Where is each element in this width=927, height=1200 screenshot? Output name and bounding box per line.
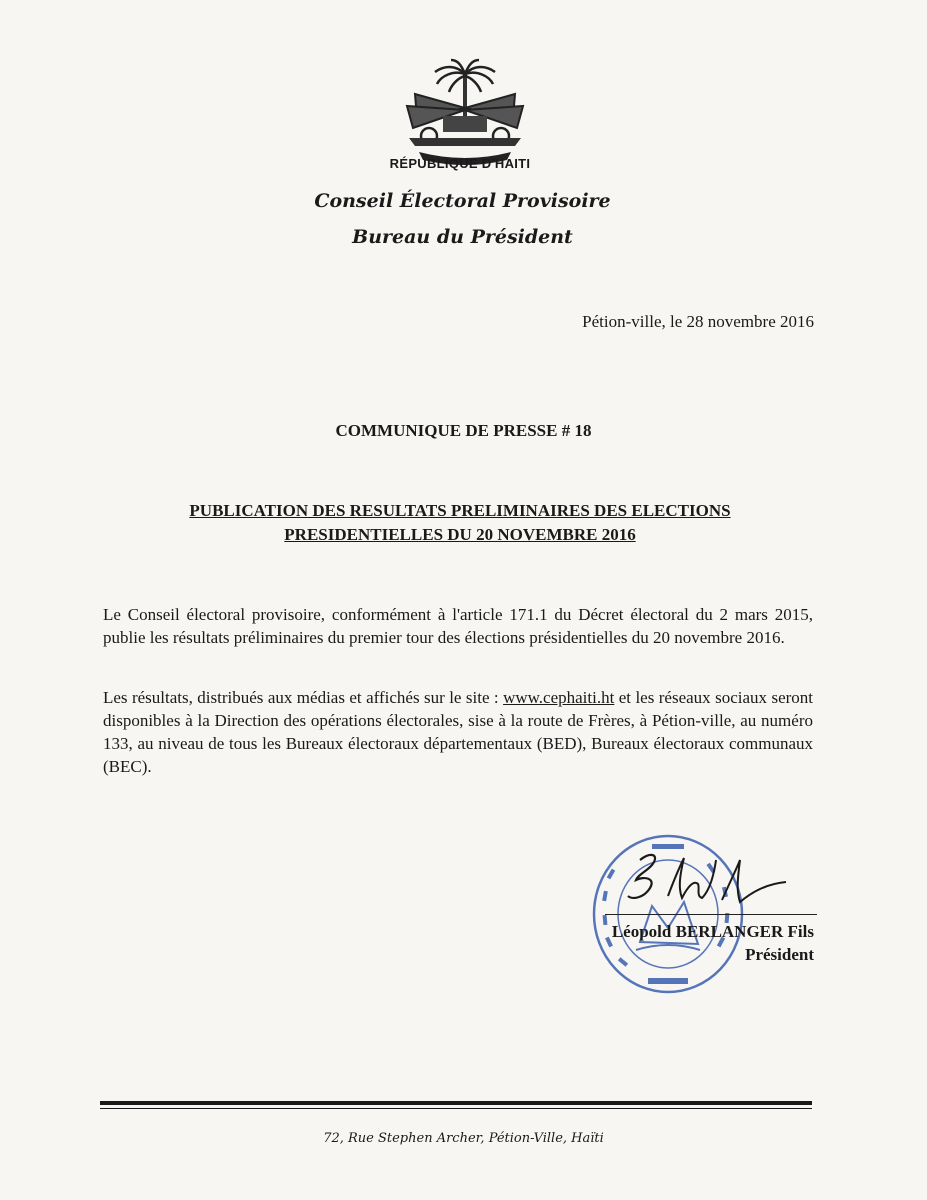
headline-line-1: PUBLICATION DES RESULTATS PRELIMINAIRES DES ELECTIONS: [189, 501, 731, 520]
paragraph-2-intro: Les résultats, distribués aux médias et affichés sur le site :: [103, 688, 504, 707]
headline-line-2: PRESIDENTIELLES DU 20 NOVEMBRE 2016: [284, 525, 636, 544]
institution-name: Conseil Électoral Provisoire: [314, 190, 611, 212]
body-paragraph-1: Le Conseil électoral provisoire, conformément à l'article 171.1 du Décret électoral du 2 mars 2015, publie les résultats préliminaires du premier tour des élections présidentielles du 20 novembre 2016.: [103, 605, 813, 647]
signer-name: Léopold BERLANGER Fils: [611, 922, 814, 941]
headline: [130, 499, 790, 547]
paragraph-2-rest: et les réseaux sociaux seront disponibles à la Direction des opérations électorales, sise à la route de Frères, à Pétion-ville, au numéro 133, au niveau de tous les Bureaux électoraux départementaux (BED), Bureaux électoraux communaux (BEC).: [103, 688, 813, 776]
body-paragraph-2: [103, 686, 813, 778]
date-line: Pétion-ville, le 28 novembre 2016: [582, 312, 814, 331]
website-link[interactable]: www.cephaiti.ht: [503, 688, 615, 707]
handwritten-signature: [610, 840, 800, 920]
signature-line: [605, 914, 817, 915]
republic-heading: RÉPUBLIQUE D'HAITI: [389, 156, 531, 171]
office-name: Bureau du Président: [352, 226, 573, 248]
coat-of-arms-emblem: [395, 58, 535, 170]
signer-title: Président: [745, 945, 814, 964]
signer-block: [612, 920, 814, 966]
footer-address: 72, Rue Stephen Archer, Pétion-Ville, Haïti: [323, 1131, 604, 1146]
footer-rule-thin: [100, 1108, 812, 1109]
footer-rule: [100, 1101, 812, 1105]
press-release-number: COMMUNIQUE DE PRESSE # 18: [335, 421, 592, 440]
